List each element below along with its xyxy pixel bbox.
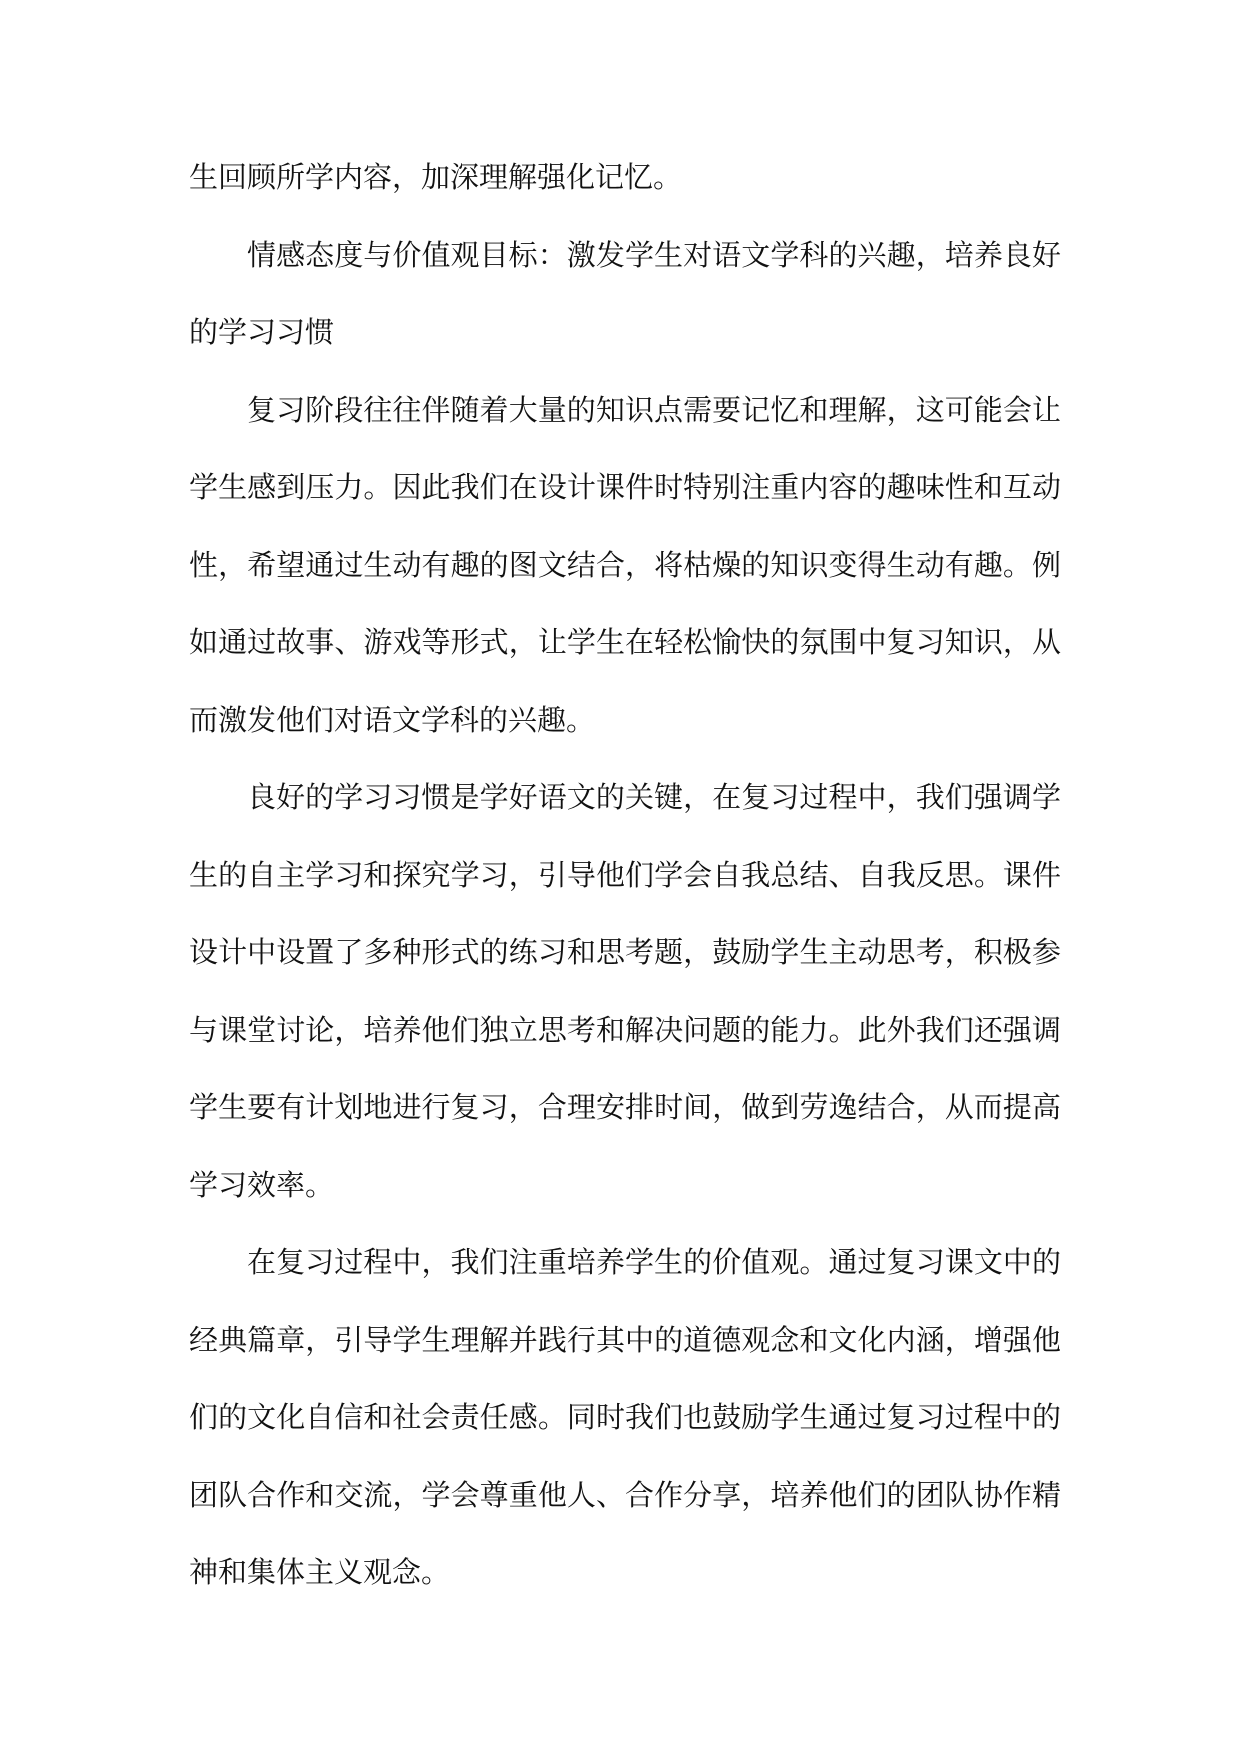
paragraph-interest: 复习阶段往往伴随着大量的知识点需要记忆和理解，这可能会让学生感到压力。因此我们在设计课件时特别注重内容的趣味性和互动性，希望通过生动有趣的图文结合，将枯燥的知识变得生动有趣。例如通过故事、游戏等形式，让学生在轻松愉快的氛围中复习知识，从而激发他们对语文学科的兴趣。 [189,392,1061,737]
paragraph-study-habits: 良好的学习习惯是学好语文的关键，在复习过程中，我们强调学生的自主学习和探究学习，引导他们学会自我总结、自我反思。课件设计中设置了多种形式的练习和思考题，鼓励学生主动思考，积极参与课堂讨论，培养他们独立思考和解决问题的能力。此外我们还强调学生要有计划地进行复习，合理安排时间，做到劳逸结合，从而提高学习效率。 [189,780,1061,1202]
paragraph-values: 在复习过程中，我们注重培养学生的价值观。通过复习课文中的经典篇章，引导学生理解并践行其中的道德观念和文化内涵，增强他们的文化自信和社会责任感。同时我们也鼓励学生通过复习过程中的团队合作和交流，学会尊重他人、合作分享，培养他们的团队协作精神和集体主义观念。 [189,1245,1061,1589]
document-body [189,139,1061,1612]
paragraph-continued: 生回顾所学内容，加深理解强化记忆。 [189,160,683,194]
paragraph-affective-goals: 情感态度与价值观目标：激发学生对语文学科的兴趣，培养良好的学习习惯 [189,237,1061,349]
